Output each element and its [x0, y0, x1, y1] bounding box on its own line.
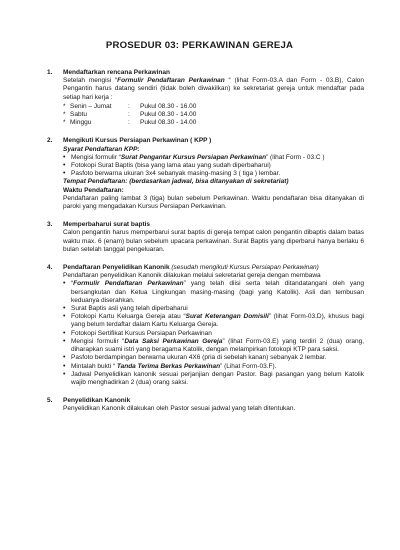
- section-number: 2.: [47, 137, 53, 145]
- section-heading: Memperbaharui surat baptis: [63, 221, 151, 229]
- text-run: “: [71, 280, 74, 288]
- schedule-day: Senin – Jumat: [70, 102, 112, 110]
- schedule-colon: :: [128, 102, 130, 110]
- list-item: • Pasfoto berwarna ukuran 3x4 sebanyak masing-masing 3 ( tiga ) lembar.: [63, 170, 364, 178]
- list-item: [63, 313, 364, 329]
- list-item: • Jadwal Penyelidikan kanonik sesuai perjanjian dengan Pastor. Bagi pasangan yang belum Katolik wajib menghadirkan 2 (dua) orang saksi.: [63, 371, 364, 387]
- subheading-syarat: Syarat Pendaftaran KPP:: [63, 145, 140, 153]
- schedule-row: [63, 119, 364, 127]
- form-name: Tanda Terima Berkas Perkawinan: [116, 362, 221, 370]
- section-text: Pendaftaran penyelidikan Kanonik dilakukan melalui sekretariat gereja dengan membawa: [63, 272, 321, 280]
- bullet-list: [63, 154, 364, 179]
- asterisk-bullet: *: [63, 111, 66, 119]
- schedule-colon: :: [128, 111, 130, 119]
- subheading-waktu: Waktu Pendaftaran:: [63, 186, 124, 194]
- list-item: • Surat Baptis asli yang telah diperbaharui: [63, 305, 364, 313]
- list-item: • Fotokopi Surat Baptis (bisa yang lama atau yang sudah diperbaharui): [63, 162, 364, 170]
- section-heading: Pendaftaran Penyelidikan Kanonik: [63, 264, 170, 272]
- section-number: 5.: [47, 397, 53, 405]
- section-text: Pendaftaran paling lambat 3 (tiga) bulan sebelum Perkawinan. Waktu pendaftaran bisa ditanyakan di paroki yang mengadakan Kursus Persiapan Perkawinan.: [63, 194, 364, 211]
- list-item: [63, 280, 364, 305]
- section-1: [35, 69, 364, 127]
- text-run: Mintalah bukti “: [71, 362, 117, 370]
- text-run: ” (Lihat Form-03.F).: [220, 362, 277, 370]
- text-run: “ (lihat Form-03.A dan Form - 03.B), Calon Pengantin harus datang sendiri (tidak boleh diwakilkan) ke sekretariat gereja untuk mendaftar pada setiap hari kerja :: [63, 77, 364, 101]
- section-4: [35, 264, 364, 387]
- form-name: Formulir Pendaftaran Perkawinan: [73, 280, 184, 288]
- list-item: [63, 363, 364, 371]
- asterisk-bullet: *: [63, 119, 66, 127]
- section-text: [63, 77, 364, 102]
- text-run: ” (lihat Form - 03.C ): [266, 153, 325, 161]
- asterisk-bullet: *: [63, 102, 66, 110]
- section-text: Penyelidikan Kanonik dilakukan oleh Pastor sesuai jadwal yang telah ditentukan.: [63, 405, 296, 413]
- schedule-list: [63, 103, 364, 128]
- list-item: • Fotokopi Sertifikat Kursus Persiapan Perkawinan: [63, 330, 364, 338]
- list-item: • Pasfoto berdampingan berwarna ukuran 4X6 (pria di sebelah kanan) sebanyak 2 lembar.: [63, 354, 364, 362]
- section-number: 4.: [47, 264, 53, 272]
- text-run: Setelah mengisi “: [63, 77, 118, 85]
- bullet-list: [63, 280, 364, 387]
- list-item: [63, 154, 364, 162]
- text-run: ” (lihat Form-03.D), khusus bagi yang belum terdaftar dalam Kartu Keluarga Gereja.: [71, 313, 364, 329]
- schedule-time: Pukul 08.30 - 14.00: [140, 111, 197, 119]
- text-run: Fotokopi Kartu Keluarga Gereja atau “: [71, 313, 186, 321]
- schedule-day: Minggu: [70, 119, 92, 127]
- section-heading-line: [63, 264, 364, 272]
- section-heading: Mengikuti Kursus Persiapan Perkawinan ( KPP ): [63, 137, 212, 145]
- schedule-colon: :: [128, 119, 130, 127]
- section-5: [35, 397, 364, 413]
- form-name: Formulir Pendaftaran Perkawinan: [117, 77, 225, 85]
- section-number: 1.: [47, 69, 53, 76]
- section-text: Calon pengantin harus memperbarui surat baptis di gereja tempat calon pengantin dibaptis dalam batas waktu max. 6 (enam) bulan sebelum upacara perkawinan. Surat Baptis yang diperbarui hanya berlaku 6 bulan setelah tanggal pengeluaran.: [63, 229, 364, 253]
- form-name: Surat Pengantar Kursus Persiapan Perkawinan: [120, 153, 267, 161]
- section-number: 3.: [47, 221, 53, 229]
- schedule-day: Sabtu: [70, 111, 87, 119]
- form-name: Surat Keterangan Domisili: [185, 313, 269, 321]
- text-run: ” (lihat Form-03.E) yang terdiri 2 (dua) orang, diharapkan suami istri yang beragama Katolik, dengan melampirkan fotokopi KTP para saksi.: [71, 337, 365, 354]
- schedule-time: Pukul 08.30 - 14.00: [140, 119, 197, 127]
- schedule-time: Pukul 08.30 - 16.00: [140, 102, 197, 110]
- section-heading-note: (sesudah mengikuti Kursus Persiapan Perkawinan): [169, 264, 319, 272]
- text-run: ” yang telah diisi serta telah ditandatangani oleh yang bersangkutan dan Ketua Lingkungan masing-masing (bagi yang Katolik). Asli dan tembusan keduanya diserahkan.: [71, 280, 364, 304]
- schedule-row: [63, 103, 364, 111]
- section-heading: Mendaftarkan rencana Perkawinan: [63, 69, 170, 76]
- list-item: [63, 338, 364, 354]
- section-3: [35, 221, 364, 254]
- form-name: Data Saksi Perkawinan Gereja: [124, 337, 223, 345]
- text-run: Mengisi formulir “: [71, 337, 125, 345]
- section-heading: Penyelidikan Kanonik: [63, 397, 131, 405]
- text-run: Mengisi formulir “: [71, 153, 121, 161]
- page-title: PROSEDUR 03: PERKAWINAN GEREJA: [105, 40, 294, 51]
- subheading-tempat: Tempat Pendaftaran: (berdasarkan jadwal, bisa ditanyakan di sekretariat): [63, 178, 289, 186]
- section-2: [35, 137, 364, 211]
- schedule-row: [63, 111, 364, 119]
